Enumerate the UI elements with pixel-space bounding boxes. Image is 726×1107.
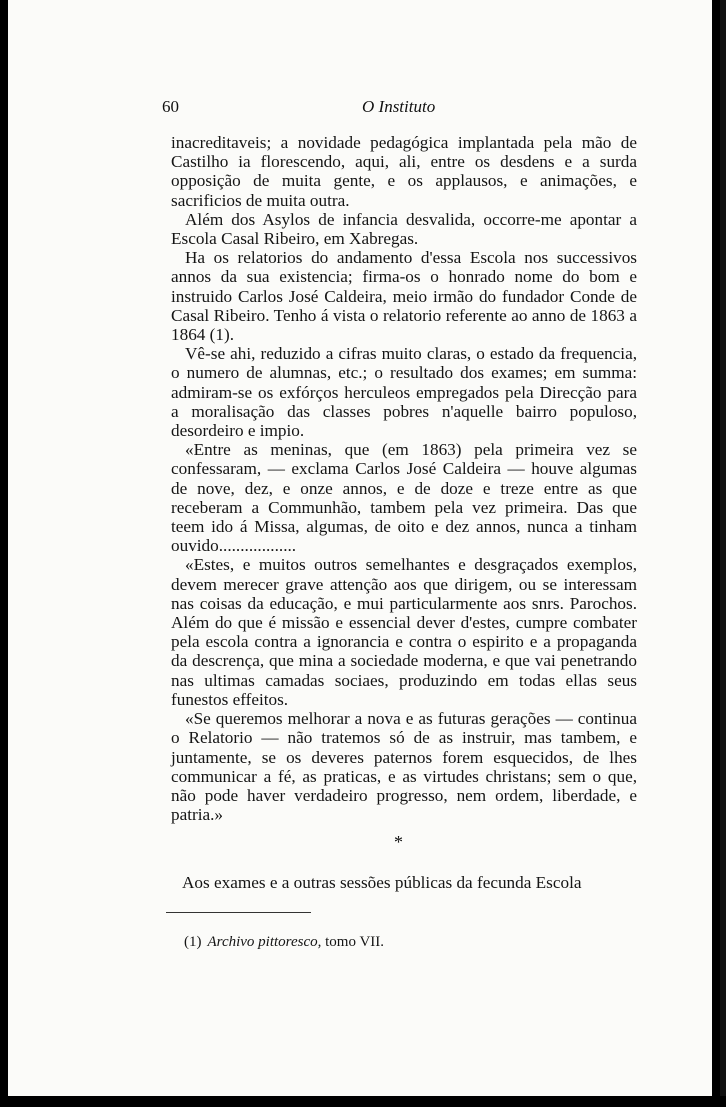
paragraph: inacreditaveis; a novidade pedagógica implantada pela mão de Castilho ia florescendo, aqui, ali, entre os desdens e a surda opposição de muita gente, e os applausos, e animações, e sacrificios de muita outra. [171, 133, 637, 210]
paragraph: Ha os relatorios do andamento d'essa Escola nos successivos annos da sua existencia; firma-os o honrado nome do bom e instruido Carlos José Caldeira, meio irmão do fundador Conde de Casal Ribeiro. Tenho á vista o relatorio referente ao anno de 1863 a 1864 (1). [171, 248, 637, 345]
footnote [184, 934, 384, 951]
paragraph: «Se queremos melhorar a nova e as futuras gerações — continua o Relatorio — não tratemos só de as instruir, mas tambem, e juntamente, se os deveres paternos forem esquecidos, de lhes communicar a fé, as praticas, e as virtudes christans; sem o que, não pode haver verdadeiro progresso, nem ordem, liberdade, e patria.» [171, 709, 637, 825]
running-title: O Instituto [362, 97, 436, 116]
footnote-text: tomo VII. [321, 934, 385, 950]
section-separator: * [394, 832, 403, 852]
footnote-rule [166, 912, 311, 913]
continuation-line: Aos exames e a outras sessões públicas da fecunda Escola [182, 873, 582, 892]
paragraph: Além dos Asylos de infancia desvalida, occorre-me apontar a Escola Casal Ribeiro, em Xabregas. [171, 209, 637, 249]
body-text [171, 133, 637, 824]
footnote-marker: (1) [184, 934, 202, 950]
page-number: 60 [162, 97, 179, 116]
paragraph: «Entre as meninas, que (em 1863) pela primeira vez se confessaram, — exclama Carlos José Caldeira — houve algumas de nove, dez, e onze annos, e de doze e treze entre as que receberam a Communhão, tambem pela vez primeira. Das que teem ido á Missa, algumas, de oito e dez annos, nunca a tinham ouvido.................. [171, 440, 637, 556]
paragraph: «Estes, e muitos outros semelhantes e desgraçados exemplos, devem merecer grave attenção aos que dirigem, ou se interessam nas coisas da educação, e mui particularmente aos snrs. Parochos. Além do que é missão e essencial dever d'estes, cumpre combater pela escola contra a ignorancia e contra o espirito e a propaganda da descrença, que mina a sociedade moderna, e que vai penetrando nas ultimas camadas sociaes, produzindo em todas ellas seus funestos effeitos. [171, 555, 637, 709]
paragraph: Vê-se ahi, reduzido a cifras muito claras, o estado da frequencia, o numero de alumnas, etc.; o resultado dos exames; em summa: admiram-se os exfórços herculeos empregados pela Direcção para a moralisação das classes pobres n'aquelle bairro populoso, desordeiro e impio. [171, 344, 637, 441]
scan-edge [720, 0, 726, 1096]
book-page [8, 0, 712, 1096]
page-header [162, 97, 636, 121]
footnote-title: Archivo pittoresco, [207, 934, 322, 950]
